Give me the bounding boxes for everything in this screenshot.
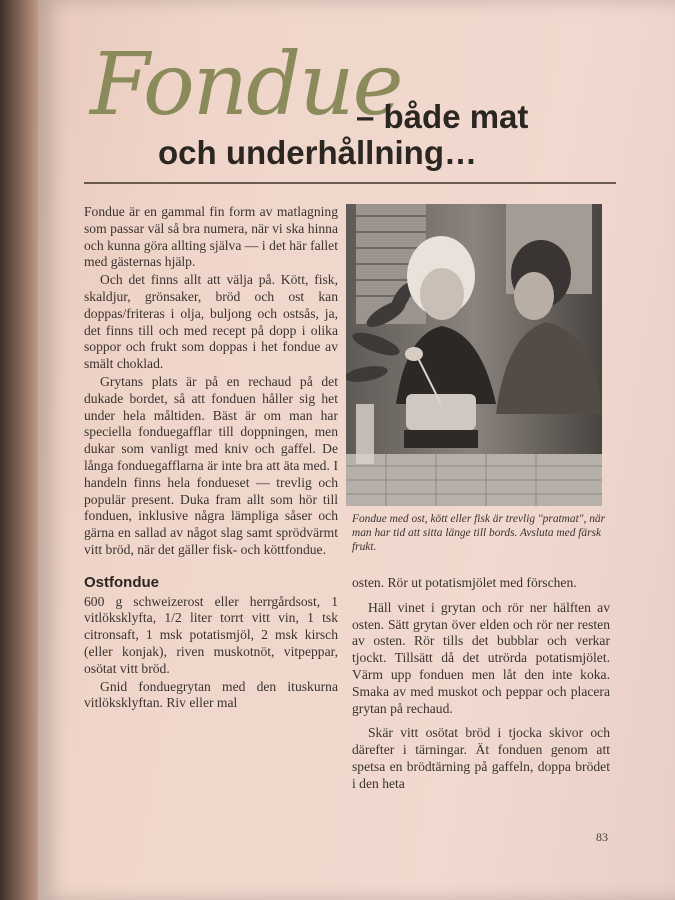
recipe-step-1: Gnid fonduegrytan med den ituskurna vitlöksklyftan. Riv eller mal bbox=[84, 678, 338, 711]
intro-paragraph-2: Och det finns allt att välja på. Kött, fisk, skaldjur, grönsaker, bröd och ost kan doppas/friteras i olja, buljong och ostsås, ja, det finns till och med recept på dopp i olika soppor och frukt som doppas i het fondue av smält choklad. bbox=[84, 272, 338, 372]
intro-paragraph-1: Fondue är en gammal fin form av matlagning som passar väl så bra numera, när vi ska hinna och kunna göra allting själva — i det här fallet med gästernas hjälp. bbox=[84, 204, 338, 270]
recipe-ingredients: 600 g schweizerost eller herrgårdsost, 1 vitlöksklyfta, 1/2 liter torrt vitt vin, 1 tsk citronsaft, 1 msk potatismjöl, 2 msk kirsch (eller konjak), riven muskotnöt, vitpeppar, osötat vitt bröd. bbox=[84, 593, 338, 676]
title-rule bbox=[84, 182, 616, 184]
left-column bbox=[84, 204, 338, 713]
title-line-1: – både mat bbox=[356, 98, 529, 135]
book-spine bbox=[0, 0, 40, 900]
photo-caption: Fondue med ost, kött eller fisk är trevlig "pratmat", när man har tid att sitta länge till bords. Avsluta med färsk frukt. bbox=[352, 513, 606, 553]
title-line-2: och underhållning… bbox=[158, 134, 477, 171]
right-paragraph-2: Häll vinet i grytan och rör ner hälften av osten. Sätt grytan över elden och rör ner resten av osten. Rör tills det bubblar och verkar tjockt. Tillsätt då det utrörda potatismjölet. Värm upp fonduen men låt den inte koka. Smaka av med muskot och peppar och placera grytan på rechaud. bbox=[352, 599, 610, 716]
right-paragraph-3: Skär vitt osötat bröd i tjocka skivor och därefter i tärningar. Ät fonduen genom att spetsa en brödtärning på gaffeln, doppa brödet i den heta bbox=[352, 725, 610, 791]
title-script: Fondue bbox=[90, 35, 402, 135]
right-paragraph-1: osten. Rör ut potatismjölet med förschen. bbox=[352, 575, 577, 590]
photo-illustration bbox=[346, 204, 602, 506]
intro-paragraph-3: Grytans plats är på en rechaud på det dukade bordet, så att fonduen håller sig het under hela måltiden. Bäst är om man har speciella fonduegafflar till doppningen, men dukar som vanligt med kniv och gaffel. De långa fonduegafflarna är inte bra att äta med. I handeln finns hela fondueset — trevlig och populär present. Duka fram allt som hör till fonduen, inklusive några lämpliga såser och gärna en sallad av något slag samt sprödvärmt vitt bröd, när det gäller fisk- och köttfondue. bbox=[84, 373, 338, 557]
right-column bbox=[352, 575, 610, 794]
page-number: 83 bbox=[596, 830, 608, 844]
fondue-photo bbox=[346, 204, 602, 506]
recipe-heading: Ostfondue bbox=[84, 573, 159, 591]
